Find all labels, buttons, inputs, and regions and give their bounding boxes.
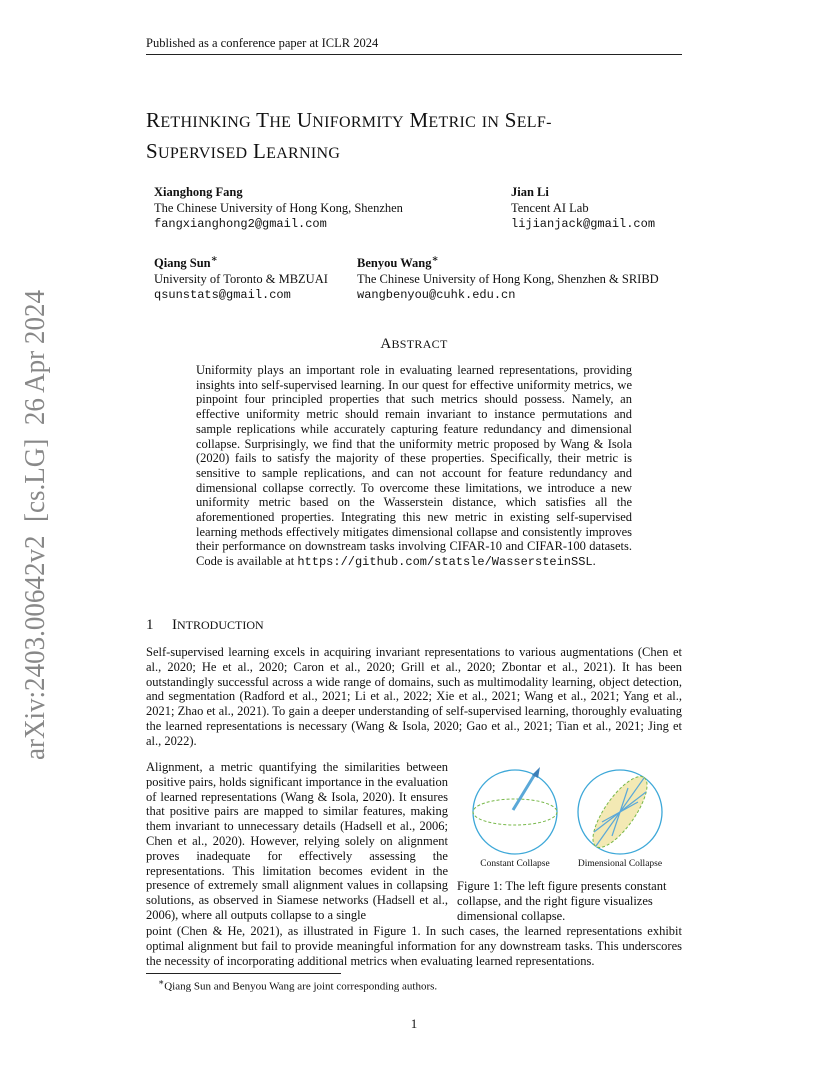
author-affiliation: The Chinese University of Hong Kong, Shenzhen [154, 201, 403, 215]
paper-title [146, 106, 706, 168]
title-word: THE [256, 108, 292, 132]
title-word: RETHINKING [146, 108, 251, 132]
figure-1 [460, 766, 682, 876]
author-email: lijianjack@gmail.com [511, 217, 656, 231]
abstract-body: Uniformity plays an important role in evaluating learned representations, providing insights into self-supervised learning. In our quest for effective uniformity metrics, we pinpoint four principled properties that such metrics should possess. Namely, an effective uniformity metric should remain invariant to instance permutations and sample replications while accurately capturing feature redundancy and dimensional collapse. Surprisingly, we find that the uniformity metric proposed by Wang & Isola (2020) fails to satisfy the majority of these properties. Specifically, their metric is sensitive to sample replications, and can not account for feature redundancy and dimensional collapse correctly. To overcome these limitations, we introduce a new uniformity metric based on the Wasserstein distance, which satisfies all the aforementioned properties. Integrating this new metric in existing self-supervised learning methods effectively mitigates dimensional collapse and consistently improves their performance on downstream tasks involving CIFAR-10 and CIFAR-100 datasets. Code is available at https://github.com/statsle/WassersteinSSL. [196, 363, 632, 570]
footnote-rule [146, 973, 341, 974]
code-url[interactable]: https://github.com/statsle/WassersteinSSL [297, 555, 593, 570]
abstract-heading: ABSTRACT [380, 336, 448, 352]
intro-paragraph-2-full: point (Chen & He, 2021), as illustrated in Figure 1. In such cases, the learned representations exhibit optimal alignment but fail to provide meaningful information for any downstream tasks. This underscores the necessity of incorporating additional metrics when evaluating learned representations. [146, 924, 682, 968]
constant-collapse-sphere [473, 770, 557, 854]
title-word: SELF- [504, 108, 552, 132]
author-affiliation: University of Toronto & MBZUAI [154, 272, 328, 287]
section-heading: 1 INTRODUCTION [146, 617, 264, 633]
page-number: 1 [410, 1016, 418, 1031]
title-word: SUPERVISED [146, 139, 248, 163]
author-email: wangbenyou@cuhk.edu.cn [357, 288, 516, 303]
dimensional-collapse-label: Dimensional Collapse [577, 859, 663, 869]
arxiv-id: arXiv:2403.00642v2 [cs.LG] 26 Apr 2024 [20, 273, 51, 760]
title-word: METRIC [409, 108, 477, 132]
author-block-1 [154, 184, 403, 232]
title-word: UNIFORMITY [296, 108, 404, 132]
author-email: fangxianghong2@gmail.com [154, 217, 327, 231]
author-block-4 [357, 252, 659, 303]
title-word: LEARNING [252, 139, 341, 163]
author-name: Qiang Sun [154, 256, 211, 271]
figure-caption: Figure 1: The left figure presents constant collapse, and the right figure visualizes dimensional collapse. [457, 879, 667, 923]
intro-paragraph-1: Self-supervised learning excels in acquiring invariant representations to various augmentations (Chen et al., 2020; He et al., 2020; Caron et al., 2020; Grill et al., 2020; Zbontar et al., 2021). It has been outstandingly successful across a wide range of domains, such as multimodality learning, object detection, and segmentation (Radford et al., 2021; Li et al., 2022; Xie et al., 2021; Wang et al., 2021; Yang et al., 2021; Zhao et al., 2021). To gain a deeper understanding of self-supervised learning, thoroughly evaluating the learned representations is necessary (Wang & Isola, 2020; Gao et al., 2021; Tian et al., 2021; Jing et al., 2022). [146, 645, 682, 748]
constant-collapse-equator [473, 799, 557, 825]
corresponding-mark: ∗ [210, 254, 218, 265]
running-header: Published as a conference paper at ICLR 2024 [146, 36, 682, 55]
author-name: Xianghong Fang [154, 185, 243, 199]
title-word: IN [481, 114, 500, 131]
author-block-2 [511, 184, 655, 232]
author-name: Jian Li [511, 185, 549, 199]
collapse-ray [513, 774, 535, 810]
constant-collapse-label: Constant Collapse [480, 859, 550, 869]
title-line-2 [146, 137, 706, 168]
corresponding-mark: ∗ [431, 254, 439, 265]
footnote: ∗Qiang Sun and Benyou Wang are joint corresponding authors. [158, 977, 438, 993]
title-line-1 [146, 106, 706, 137]
arxiv-stamp [16, 273, 52, 760]
author-affiliation: Tencent AI Lab [511, 201, 589, 215]
author-affiliation: The Chinese University of Hong Kong, Shenzhen & SRIBD [357, 272, 659, 287]
author-email: qsunstats@gmail.com [154, 288, 291, 303]
intro-paragraph-2-wrapped: Alignment, a metric quantifying the similarities between positive pairs, holds significant importance in the evaluation of learned representations (Wang & Isola, 2020). It ensures that positive pairs are mapped to similar features, making them invariant to unnecessary details (Hadsell et al., 2006; Chen et al., 2020). However, relying solely on alignment proves inadequate for effectively assessing the representations. This limitation becomes evident in the presence of extremely small alignment values in collapsing solutions, as observed in Siamese networks (Hadsell et al., 2006), where all outputs collapse to a single [146, 760, 449, 922]
author-name: Benyou Wang [357, 256, 432, 271]
author-block-3 [154, 252, 328, 303]
